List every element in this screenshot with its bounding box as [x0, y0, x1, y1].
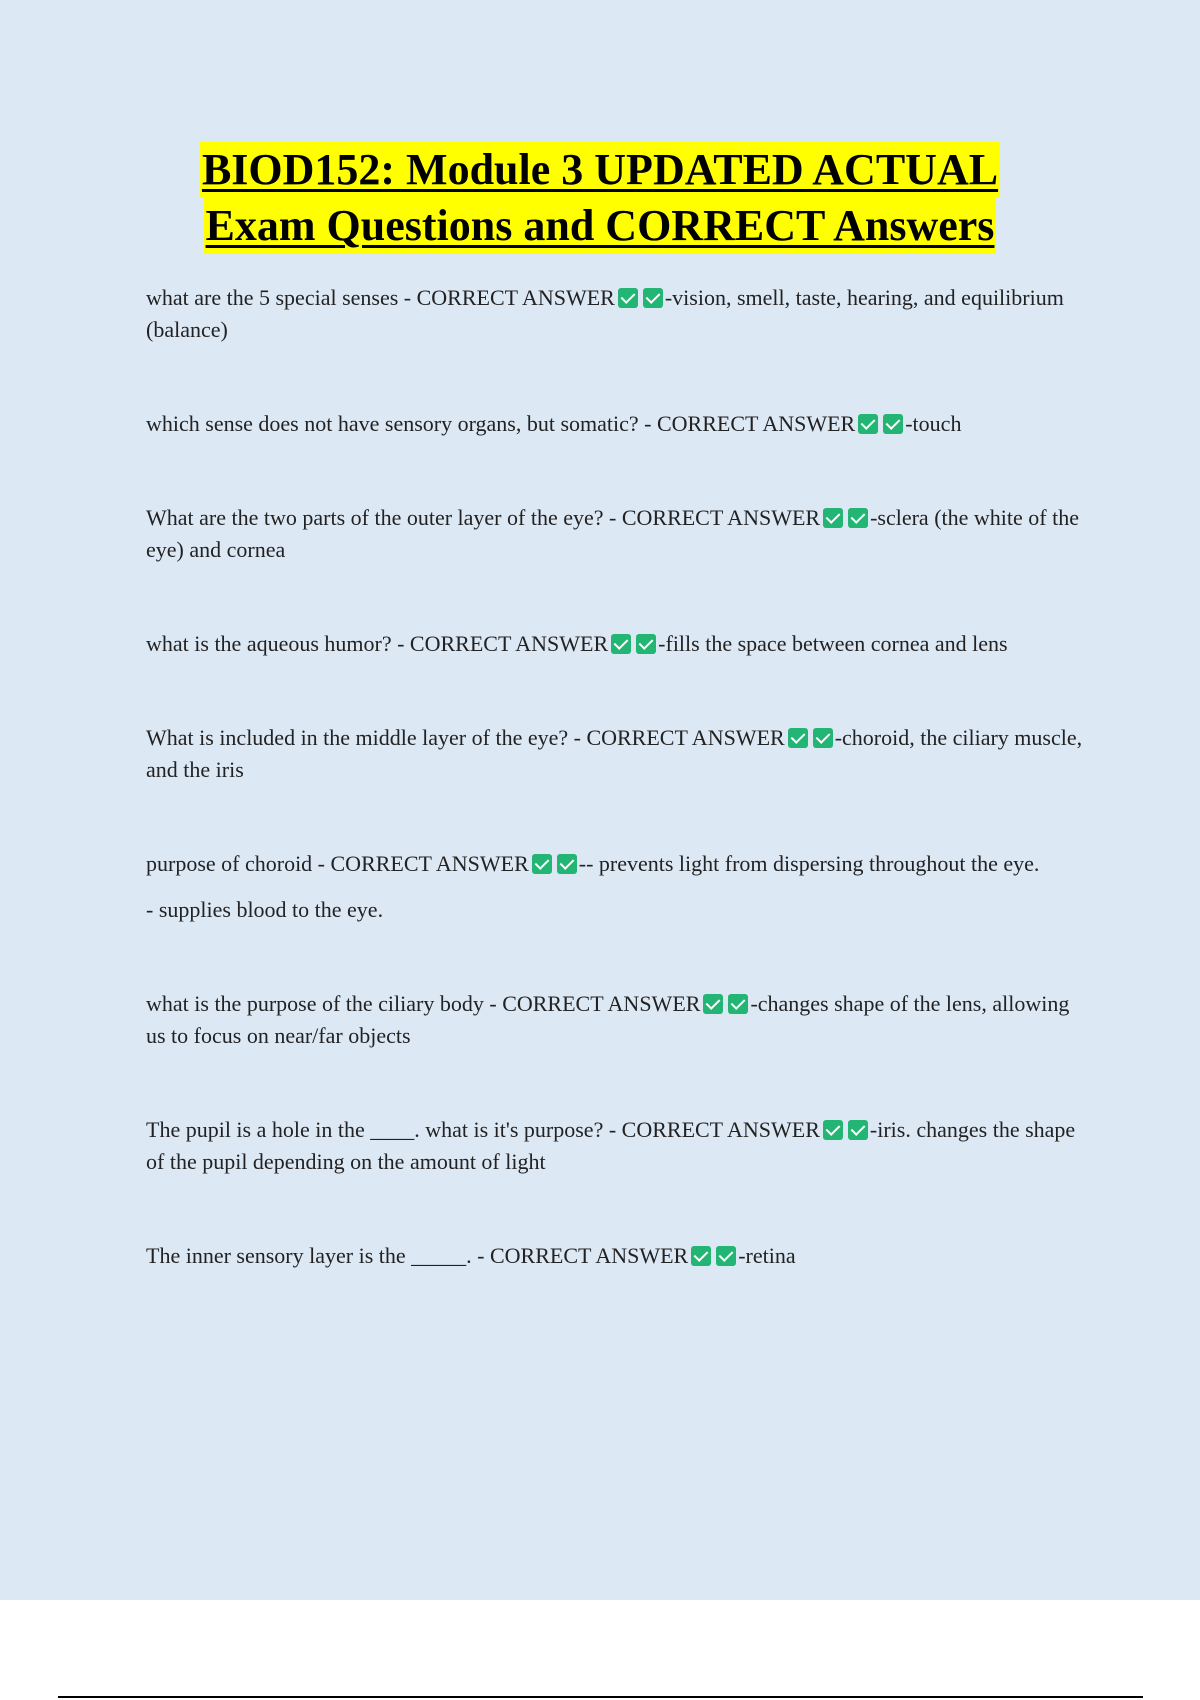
check-mark-icon [823, 1120, 843, 1140]
question-text: purpose of choroid - CORRECT ANSWER [146, 851, 529, 876]
question-text: What is included in the middle layer of the eye? - CORRECT ANSWER [146, 725, 785, 750]
check-mark-icon [691, 1246, 711, 1266]
title-line-2: Exam Questions and CORRECT Answers [204, 198, 997, 254]
check-mark-icon [848, 508, 868, 528]
answer-text: -changes shape of the lens, allowing us to focus on near/far objects [146, 991, 1070, 1048]
qa-item-6 [146, 848, 1086, 926]
check-mark-icon [643, 288, 663, 308]
answer-text: -touch [905, 411, 962, 436]
question-text: what is the purpose of the ciliary body - CORRECT ANSWER [146, 991, 701, 1016]
check-mark-icon [858, 414, 878, 434]
check-mark-icon [823, 508, 843, 528]
answer-text: -vision, smell, taste, hearing, and equilibrium (balance) [146, 285, 1064, 342]
check-mark-icon [636, 634, 656, 654]
question-text: The pupil is a hole in the ____. what is it's purpose? - CORRECT ANSWER [146, 1117, 820, 1142]
document-title [0, 142, 1200, 254]
qa-item-3 [146, 502, 1086, 566]
check-mark-icon [883, 414, 903, 434]
check-mark-icon [848, 1120, 868, 1140]
answer-text: -retina [738, 1243, 796, 1268]
answer-text: -fills the space between cornea and lens [658, 631, 1008, 656]
qa-item-5 [146, 722, 1086, 786]
qa-list [146, 282, 1086, 1272]
qa-item-2 [146, 408, 1086, 440]
title-line-1: BIOD152: Module 3 UPDATED ACTUAL [200, 142, 1000, 198]
check-mark-icon [557, 854, 577, 874]
check-mark-icon [716, 1246, 736, 1266]
answer-extra-text: - supplies blood to the eye. [146, 897, 384, 922]
check-mark-icon [703, 994, 723, 1014]
check-mark-icon [788, 728, 808, 748]
answer-text: -- prevents light from dispersing throughout the eye. [578, 851, 1040, 876]
answer-text: -choroid, the ciliary muscle, and the iris [146, 725, 1083, 782]
question-text: which sense does not have sensory organs, but somatic? - CORRECT ANSWER [146, 411, 856, 436]
question-text: what are the 5 special senses - CORRECT ANSWER [146, 285, 615, 310]
qa-item-1 [146, 282, 1086, 346]
qa-item-8 [146, 1114, 1086, 1178]
answer-text: -iris. changes the shape of the pupil depending on the amount of light [146, 1117, 1076, 1174]
qa-item-9 [146, 1240, 1086, 1272]
question-text: What are the two parts of the outer layer of the eye? - CORRECT ANSWER [146, 505, 821, 530]
question-text: what is the aqueous humor? - CORRECT ANSWER [146, 631, 609, 656]
bottom-divider [58, 1696, 1143, 1698]
check-mark-icon [813, 728, 833, 748]
question-text: The inner sensory layer is the _____. - CORRECT ANSWER [146, 1243, 689, 1268]
check-mark-icon [618, 288, 638, 308]
qa-item-4 [146, 628, 1086, 660]
answer-text: -sclera (the white of the eye) and cornea [146, 505, 1079, 562]
check-mark-icon [532, 854, 552, 874]
qa-item-7 [146, 988, 1086, 1052]
check-mark-icon [728, 994, 748, 1014]
check-mark-icon [611, 634, 631, 654]
